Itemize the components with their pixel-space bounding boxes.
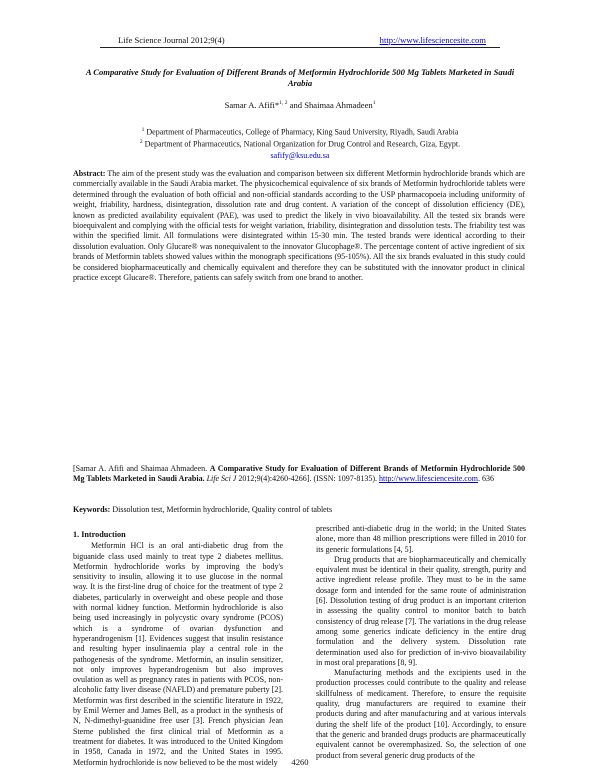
citation-authors: [Samar A. Afifi and Shaimaa Ahmadeen. [73, 464, 208, 473]
citation-title: A Comparative Study for Evaluation of Different Brands of Metformin Hydrochloride 500 Mg Tablets Marketed in Saudi Arabia. [73, 464, 526, 484]
author-2-sup: 1 [372, 100, 376, 107]
affiliation-1-sup: 1 [141, 127, 145, 133]
author-email[interactable]: safify@ksu.edu.sa [270, 151, 330, 160]
citation-tail: . 636 [478, 474, 495, 484]
abstract [73, 169, 525, 283]
citation-details: 2012;9(4):4260-4266]. (ISSN: 1097-8135). [238, 474, 378, 484]
keywords [73, 505, 525, 514]
journal-website-link[interactable]: http://www.lifesciencesite.com [379, 35, 486, 45]
abstract-text: The aim of the present study was the evaluation and comparison between six different Metformin hydrochloride brands which are commercially available in the Saudi Arabia market. The physicochemical equivalence of six brands of Metformin hydrochloride tablets were determined through the evaluation of both official and non-official standards according to the USP pharmacopoeia including uniformity of weight, friability, hardness, disintegration, dissolution rate and drug content. A variation of the concept of dissolution efficiency (DE), known as predicted availability equivalent (PAE), was used to predict the likely in vivo bioavailability. All the tested six brands were bioequivalent and complying with the official tests for weight variation, friability, disintegration and dissolution tests. The friability test was within the specified limit. All formulations were disintegrated within 15-30 min. The tested brands were identical according to their dissolution evaluation. Only Glucare® was nonequivalent to the innovator Glucophage®. The percentage content of active ingredient of six brands of Metformin tablets showed values within the monograph specifications (95-105%). All the six brands evaluated in this study could be considered biopharmaceutically and chemically equivalent and therefore they can be substituted with the innovator product in clinical practice except Glucare®. Therefore, patients can safely switch from one brand to another. [73, 169, 525, 283]
affiliation-2 [80, 137, 520, 150]
affiliation-1 [80, 125, 520, 138]
intro-paragraph-1-continued: prescribed anti-diabetic drug in the world; in the United States alone, more than 48 million prescriptions were filled in 2010 for its generic formulations [4, 5]. [316, 524, 526, 554]
keywords-text: Dissolution test, Metformin hydrochloride, Quality control of tablets [112, 505, 333, 514]
paper-title: A Comparative Study for Evaluation of Different Brands of Metformin Hydrochloride 500 Mg Tablets Marketed in Saudi Arabia [85, 67, 515, 88]
citation [73, 464, 525, 485]
author-connector: and Shaimaa Ahmadeen [289, 100, 373, 110]
abstract-label: Abstract: [73, 169, 106, 178]
body-left-column [73, 524, 283, 768]
running-header [100, 35, 500, 48]
citation-link[interactable]: http://www.lifesciencesite.com [379, 474, 479, 484]
affiliation-2-sup: 2 [139, 139, 143, 145]
affiliation-1-text: Department of Pharmaceutics, College of Pharmacy, King Saud University, Riyadh, Saudi Arabia [146, 127, 459, 137]
page-number: 4260 [291, 757, 309, 767]
intro-paragraph-2: Drug products that are biopharmaceutically and chemically equivalent must be identical in their quality, strength, purity and active ingredient release profile. They must to be in the same dosage form and intended for the same route of administration [6]. Dissolution testing of drug product is an important criterion in assessing the quality control to monitor batch to batch consistency of drug release [7]. The variations in the drug release among some generics indicate deficiency in the entire drug formulation and the delivery system. Dissolution rate determination used also for prediction of in-vivo bioavailability in most oral preparations [8, 9]. [316, 554, 526, 667]
author-line [80, 100, 520, 110]
intro-paragraph-1: Metformin HCl is an oral anti-diabetic drug from the biguanide class used mainly to treat type 2 diabetes mellitus. Metformin hydrochloride works by improving the body's sensitivity to insulin, allowing it to use glucose in the normal way. It is the first-line drug of choice for the treatment of type 2 diabetes, particularly in overweight and obese people and those with normal kidney function. Metformin hydrochloride is also being used increasingly in polycystic ovary syndrome (PCOS) which is a syndrome of ovarian dysfunction and hyperandrogenism [1]. Evidences suggest that insulin resistance and resulting hyper insulinaemia play a central role in the pathogenesis of the syndrome. Metformin, an insulin sensitizer, not only improves hyperandrogenism but also improves ovulation as well as pregnancy rates in patients with PCOS, non-alcoholic fatty liver disease (NAFLD) and premature puberty [2]. Metformin was first described in the scientific literature in 1922, by Emil Werner and James Bell, as a product in the synthesis of N, N-dimethyl-guanidine free user [3]. French physician Jean Sterne published the first clinical trial of Metformin as a treatment for diabetes. It was introduced to the United Kingdom in 1958, Canada in 1972, and the United States in 1995. Metformin hydrochloride is now believed to be the most widely [73, 541, 283, 767]
affiliation-2-text: Department of Pharmaceutics, National Organization for Drug Control and Research, Giza, Egypt. [144, 139, 461, 149]
journal-name: Life Science Journal 2012;9(4) [118, 35, 225, 45]
author-1-sup: 1, 2 [279, 100, 288, 107]
intro-paragraph-3: Manufacturing methods and the excipients used in the production processes could contribute to the quality and release skillfulness of medicament. Therefore, to ensure the requisite quality, drug manufacturers are required to examine their products during and after manufacturing and at various intervals during the shelf life of the product [10]. Accordingly, to ensure that the generic and branded drugs products are pharmaceutically equivalent cannot be overemphasized. So, the selection of one product from several generic drug products of the [316, 668, 526, 760]
section-heading: 1. Introduction [73, 530, 126, 539]
keywords-label: Keywords: [73, 505, 111, 514]
author-1: Samar A. Afifi* [224, 100, 280, 110]
email-line [80, 150, 520, 161]
body-right-column [316, 524, 526, 761]
citation-journal: Life Sci J [206, 474, 237, 484]
